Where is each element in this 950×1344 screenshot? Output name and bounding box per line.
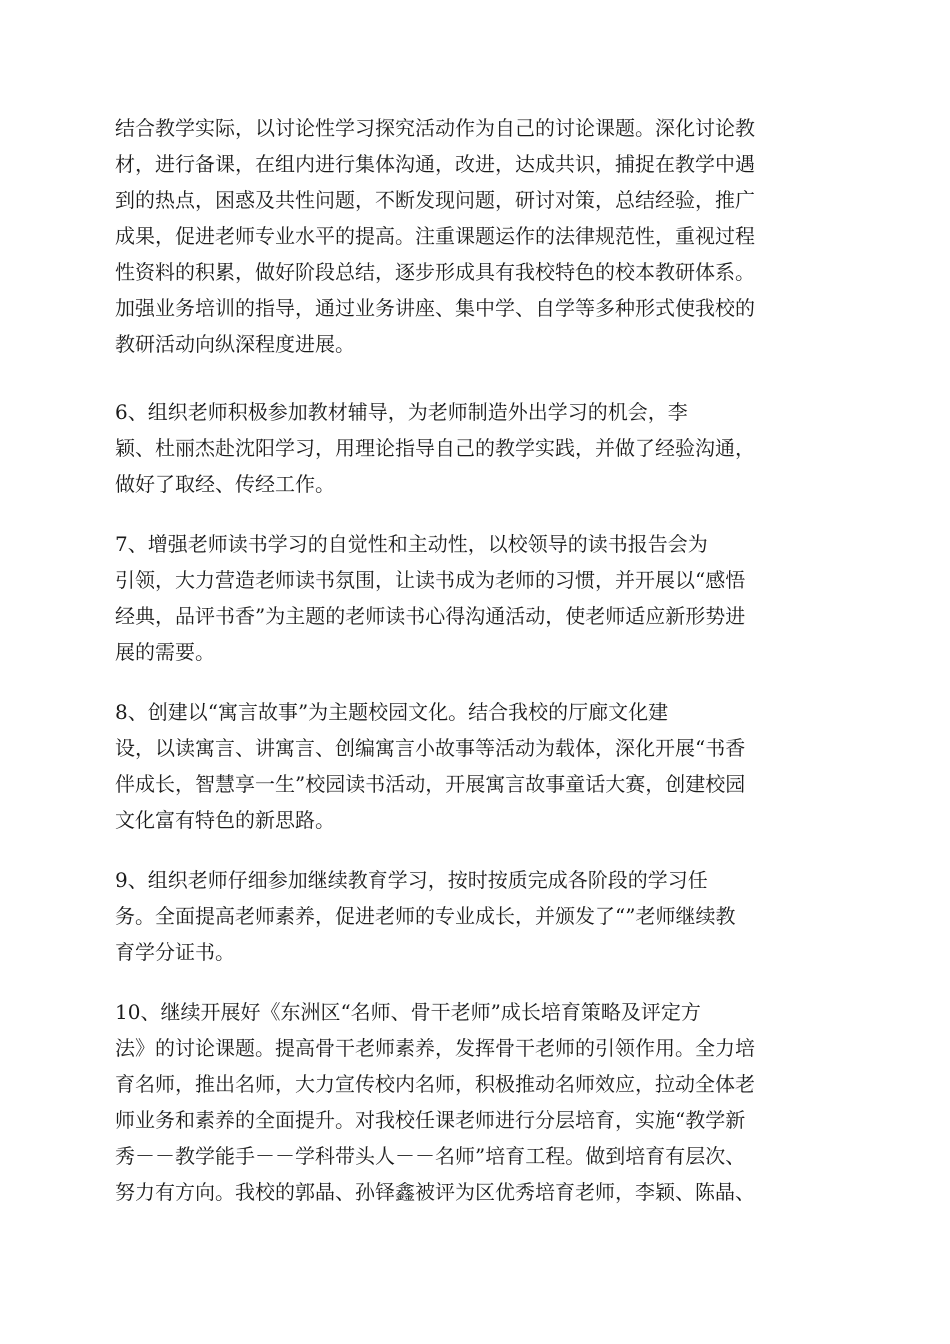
paragraph-continuation: 结合教学实际，以讨论性学习探究活动作为自己的讨论课题。深化讨论教 材，进行备课，在组内进行集体沟通，改进，达成共识，捕捉在教学中遇 到的热点，困惑及共性问题，不断发现问题，研讨对策，总结经验，推广 成果，促进老师专业水平的提高。注重课题运作的法律规范性，重视过程 性资料的积累，做好阶段总结，逐步形成具有我校特色的校本教研体系。 加强业务培训的指导，通过业务讲座、集中学、自学等多种形式使我校的 教研活动向纵深程度进展。 xyxy=(115,116,755,356)
paragraph-item-7: 7、增强老师读书学习的自觉性和主动性，以校领导的读书报告会为 引领，大力营造老师读书氛围，让读书成为老师的习惯，并开展以“感悟 经典，品评书香”为主题的老师读书心得沟通活动，使老师适应新形势进 展的需要。 xyxy=(115,532,746,664)
paragraph-item-9: 9、组织老师仔细参加继续教育学习，按时按质完成各阶段的学习任 务。全面提高老师素养，促进老师的专业成长，并颁发了“”老师继续教 育学分证书。 xyxy=(115,868,736,964)
paragraph-item-8: 8、创建以“寓言故事”为主题校园文化。结合我校的厅廊文化建 设，以读寓言、讲寓言、创编寓言小故事等活动为载体，深化开展“书香 伴成长，智慧享一生”校园读书活动，开展寓言故事童话大赛，创建校园 文化富有特色的新思路。 xyxy=(115,700,746,832)
paragraph-item-10: 10、继续开展好《东洲区“名师、骨干老师”成长培育策略及评定方 法》的讨论课题。提高骨干老师素养，发挥骨干老师的引领作用。全力培 育名师，推出名师，大力宣传校内名师，积极推动名师效应，拉动全体老 师业务和素养的全面提升。对我校任课老师进行分层培育，实施“教学新 秀－－教学能手－－学科带头人－－名师”培育工程。做到培育有层次、 努力有方向。我校的郭晶、孙铎鑫被评为区优秀培育老师，李颖、陈晶、 xyxy=(115,1000,755,1204)
paragraph-item-6: 6、组织老师积极参加教材辅导，为老师制造外出学习的机会，李 颖、杜丽杰赴沈阳学习，用理论指导自己的教学实践，并做了经验沟通， 做好了取经、传经工作。 xyxy=(115,400,755,496)
